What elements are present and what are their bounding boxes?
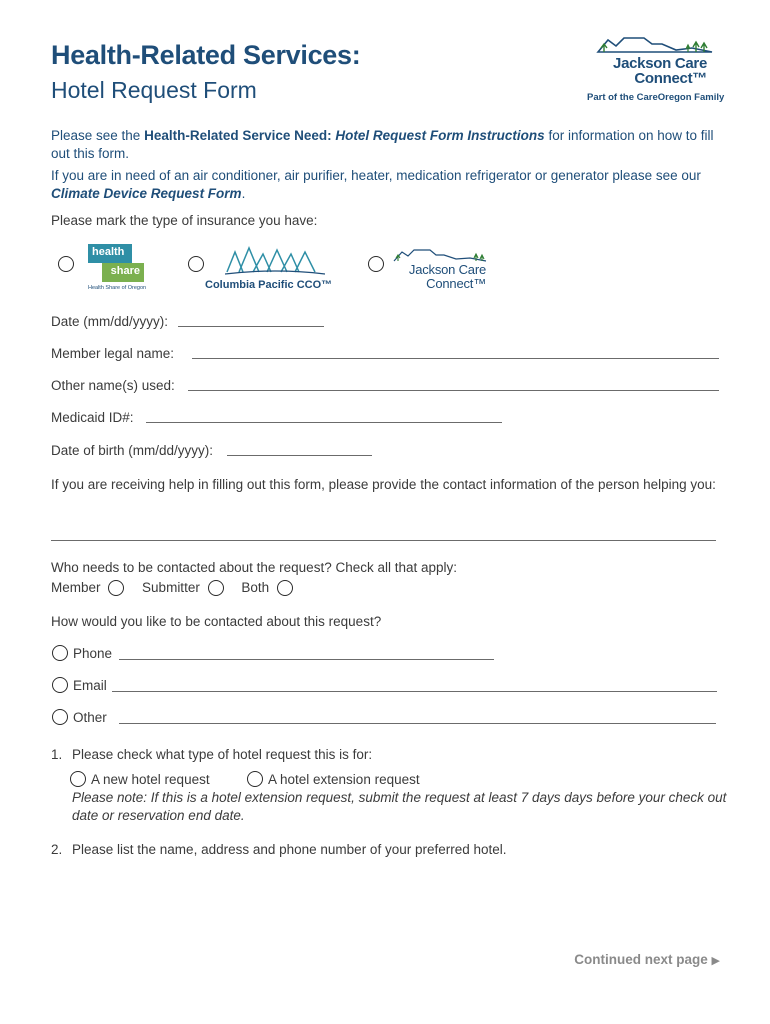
- email-field[interactable]: [112, 691, 717, 692]
- logo-tagline: Part of the CareOregon Family: [587, 92, 725, 103]
- date-label: Date (mm/dd/yyyy):: [51, 314, 169, 329]
- q1-text: Please check what type of hotel request this is for:: [72, 747, 373, 762]
- other-label: Other: [73, 710, 107, 725]
- checkbox-member[interactable]: [108, 580, 124, 596]
- option-member-label: Member: [51, 580, 101, 595]
- q1-number: 1.: [51, 747, 63, 762]
- other-names-label: Other name(s) used:: [51, 378, 175, 393]
- contact-who-options: [51, 580, 293, 596]
- date-field[interactable]: [178, 326, 324, 327]
- logo-brand-text: Jackson Care Connect™: [613, 55, 707, 87]
- mountain-small-icon: [392, 247, 488, 263]
- helper-label: If you are receiving help in filling out this form, please provide the contact information of the person helping you:: [51, 477, 716, 492]
- continued-next-page: Continued next page ▶: [574, 952, 720, 967]
- page-title: Health-Related Services:: [51, 40, 361, 70]
- medicaid-id-label: Medicaid ID#:: [51, 410, 134, 425]
- mountain-logo-icon: [596, 34, 714, 56]
- radio-jackson-care[interactable]: [368, 256, 384, 272]
- radio-email[interactable]: [52, 677, 68, 693]
- contact-how-question: How would you like to be contacted about this request?: [51, 614, 382, 629]
- radio-health-share[interactable]: [58, 256, 74, 272]
- option-both-label: Both: [241, 580, 270, 595]
- helper-contact-field[interactable]: [51, 540, 716, 541]
- columbia-pacific-logo: Columbia Pacific CCO™: [205, 244, 340, 294]
- page-subtitle: Hotel Request Form: [51, 77, 257, 103]
- checkbox-both[interactable]: [277, 580, 293, 596]
- radio-hotel-extension[interactable]: [247, 771, 263, 787]
- jackson-care-connect-small-logo: Jackson Care Connect™: [392, 247, 492, 295]
- other-names-field[interactable]: [188, 390, 719, 391]
- contact-who-question: Who needs to be contacted about the request? Check all that apply:: [51, 560, 458, 575]
- arrow-right-icon: ▶: [711, 955, 720, 967]
- trees-logo-icon: [225, 244, 325, 276]
- member-name-field[interactable]: [192, 358, 719, 359]
- radio-other[interactable]: [52, 709, 68, 725]
- dob-field[interactable]: [227, 455, 372, 456]
- checkbox-submitter[interactable]: [208, 580, 224, 596]
- new-hotel-label: A new hotel request: [91, 772, 210, 787]
- instructions-paragraph: Please see the Health-Related Service Need: Hotel Request Form Instructions for information on how to fill out this form.: [51, 128, 714, 161]
- phone-label: Phone: [73, 646, 113, 661]
- phone-field[interactable]: [119, 659, 494, 660]
- health-share-logo: health share Health Share of Oregon: [88, 246, 147, 291]
- medicaid-id-field[interactable]: [146, 422, 502, 423]
- q2-number: 2.: [51, 842, 63, 857]
- radio-columbia-pacific[interactable]: [188, 256, 204, 272]
- radio-phone[interactable]: [52, 645, 68, 661]
- option-submitter-label: Submitter: [142, 580, 200, 595]
- other-field[interactable]: [119, 723, 716, 724]
- radio-new-hotel[interactable]: [70, 771, 86, 787]
- member-name-label: Member legal name:: [51, 346, 175, 361]
- extension-note: Please note: If this is a hotel extension request, submit the request at least 7 days days before your check out date or reservation end date.: [72, 790, 727, 823]
- insurance-label: Please mark the type of insurance you have:: [51, 213, 318, 228]
- jackson-care-connect-logo: [587, 34, 725, 106]
- climate-device-paragraph: If you are in need of an air conditioner, air purifier, heater, medication refrigerator or generator please see our Climate Device Request Form.: [51, 168, 701, 201]
- dob-label: Date of birth (mm/dd/yyyy):: [51, 443, 214, 458]
- hotel-extension-label: A hotel extension request: [268, 772, 420, 787]
- email-label: Email: [73, 678, 107, 693]
- q2-text: Please list the name, address and phone number of your preferred hotel.: [72, 842, 507, 857]
